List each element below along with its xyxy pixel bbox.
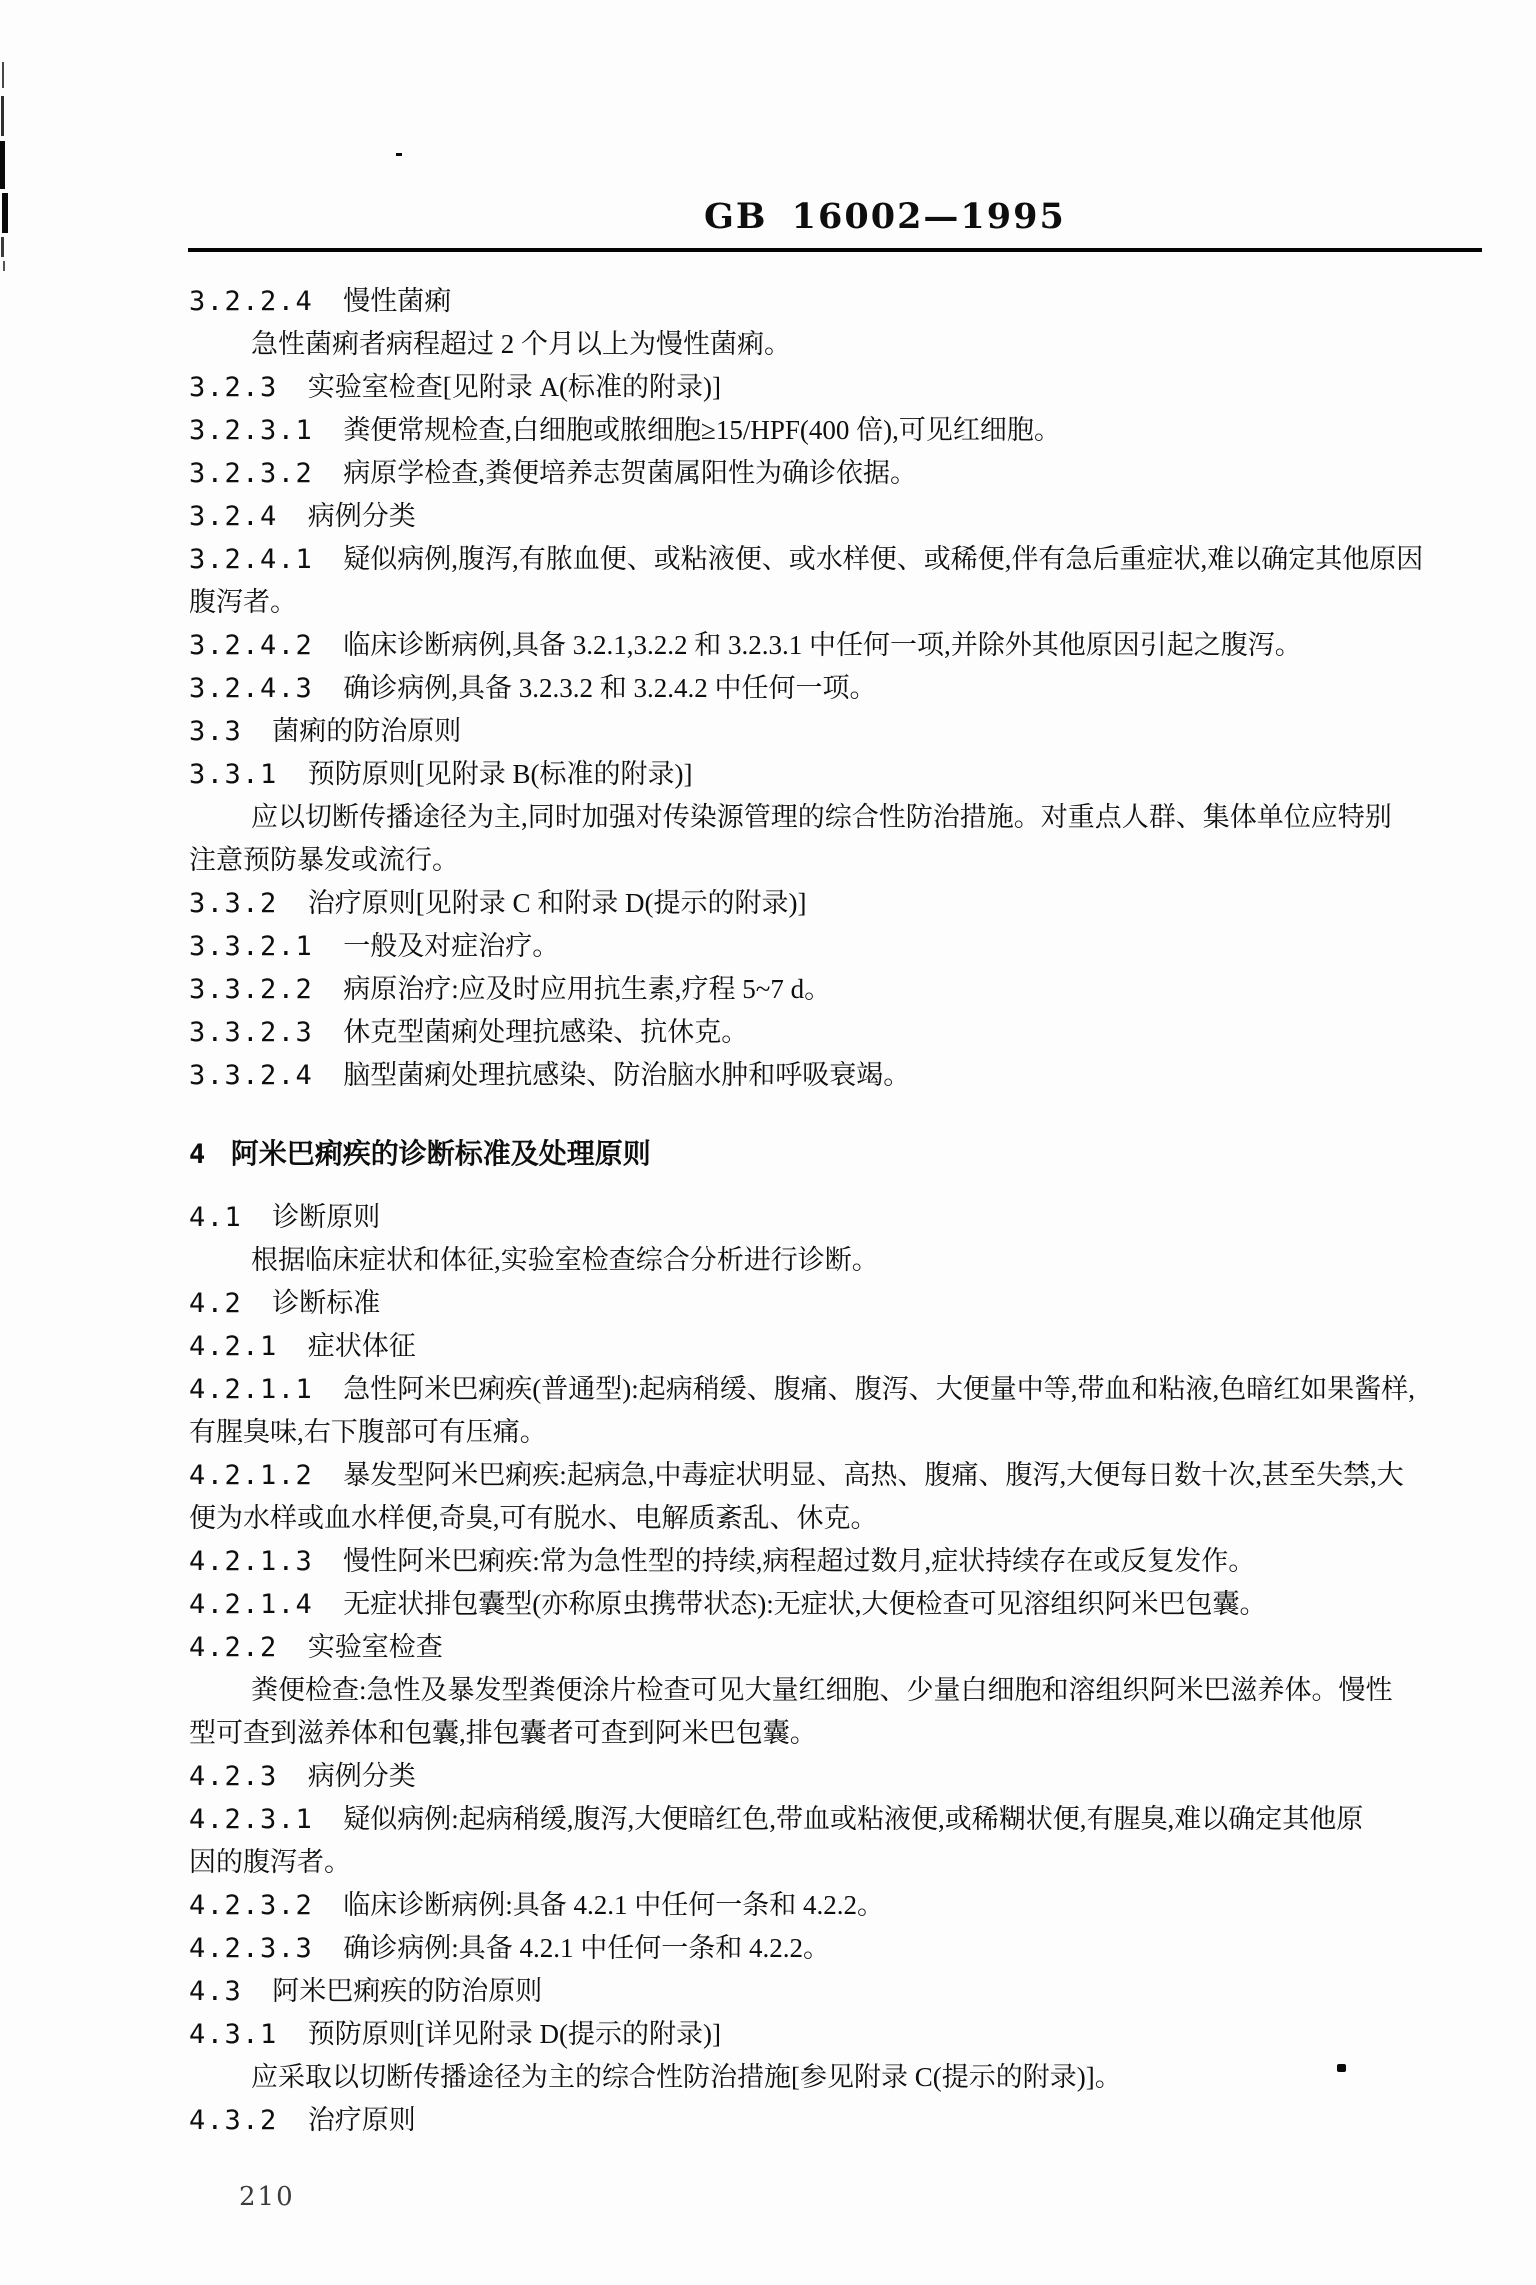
text-line	[189, 1841, 1519, 1884]
text-line	[189, 1626, 1519, 1669]
section-text: 注意预防暴发或流行。	[189, 845, 459, 875]
text-line	[189, 925, 1519, 968]
scan-artifact-left-edge	[0, 141, 5, 189]
section-text: 粪便常规检查,白细胞或脓细胞≥15/HPF(400 倍),可见红细胞。	[343, 415, 1061, 445]
text-line	[189, 1011, 1519, 1054]
text-line	[189, 1325, 1519, 1368]
text-line	[189, 1282, 1519, 1325]
section-number: 3.3.2	[189, 888, 278, 919]
section-text: 症状体征	[307, 1331, 416, 1361]
text-line	[189, 1411, 1519, 1454]
section-text: 病原学检查,粪便培养志贺菌属阳性为确诊依据。	[343, 458, 918, 488]
section-text: 预防原则[详见附录 D(提示的附录)]	[307, 2019, 721, 2049]
section-number: 4	[189, 1139, 207, 1170]
scan-artifact-left-edge	[2, 193, 8, 233]
text-line	[189, 323, 1519, 366]
text-line	[189, 1497, 1519, 1540]
section-number: 4.1	[189, 1202, 243, 1233]
section-number: 3.2.2.4	[189, 286, 314, 317]
text-line	[189, 1927, 1519, 1970]
text-line	[189, 1239, 1519, 1282]
scan-artifact-left-edge	[1, 96, 4, 136]
text-line	[189, 2099, 1519, 2142]
section-number: 4.2.1.4	[189, 1589, 314, 1620]
section-text: 慢性菌痢	[343, 286, 452, 316]
section-number: 4.2.3.3	[189, 1933, 314, 1964]
section-text: 实验室检查[见附录 A(标准的附录)]	[307, 372, 721, 402]
section-text: 治疗原则	[307, 2105, 416, 2135]
section-number: 3.2.4.3	[189, 673, 314, 704]
section-text: 临床诊断病例,具备 3.2.1,3.2.2 和 3.2.3.1 中任何一项,并除外其他原因引起之腹泻。	[343, 630, 1302, 660]
text-line	[189, 667, 1519, 710]
section-text: 急性菌痢者病程超过 2 个月以上为慢性菌痢。	[251, 329, 791, 359]
text-line	[189, 1583, 1519, 1626]
text-line	[189, 452, 1519, 495]
section-number: 3.2.3	[189, 372, 278, 403]
scan-artifact-left-edge	[3, 261, 5, 271]
header-rule	[188, 248, 1482, 252]
section-number: 3.3.2.2	[189, 974, 314, 1005]
text-line	[189, 710, 1519, 753]
section-text: 有腥臭味,右下腹部可有压痛。	[189, 1417, 547, 1447]
section-text: 实验室检查	[307, 1632, 443, 1662]
scan-artifact-left-edge	[2, 62, 4, 88]
standard-number-header: GB 16002—1995	[704, 196, 1066, 237]
section-number: 4.2.1.3	[189, 1546, 314, 1577]
text-line	[189, 1669, 1519, 1712]
section-text: 诊断标准	[272, 1288, 381, 1318]
section-text: 阿米巴痢疾的防治原则	[272, 1976, 543, 2006]
text-line	[189, 1712, 1519, 1755]
section-number: 4.2.3.2	[189, 1890, 314, 1921]
section-text: 因的腹泻者。	[189, 1847, 351, 1877]
section-number: 3.2.4	[189, 501, 278, 532]
section-text: 病例分类	[307, 1761, 416, 1791]
section-text: 应采取以切断传播途径为主的综合性防治措施[参见附录 C(提示的附录)]。	[251, 2062, 1122, 2092]
section-number: 4.2.1	[189, 1331, 278, 1362]
text-line	[189, 1196, 1519, 1239]
text-line	[189, 2056, 1519, 2099]
text-line	[189, 280, 1519, 323]
section-text: 诊断原则	[272, 1202, 381, 1232]
section-text: 暴发型阿米巴痢疾:起病急,中毒症状明显、高热、腹痛、腹泻,大便每日数十次,甚至失禁,大	[343, 1460, 1404, 1490]
section-number: 4.2.1.1	[189, 1374, 314, 1405]
section-text: 粪便检查:急性及暴发型粪便涂片检查可见大量红细胞、少量白细胞和溶组织阿米巴滋养体。慢性	[251, 1675, 1393, 1705]
section-number: 3.3.2.3	[189, 1017, 314, 1048]
chapter-heading	[189, 1133, 1519, 1176]
section-number: 4.2.3	[189, 1761, 278, 1792]
section-number: 4.3.1	[189, 2019, 278, 2050]
section-text: 临床诊断病例:具备 4.2.1 中任何一条和 4.2.2。	[343, 1890, 885, 1920]
section-number: 4.2.3.1	[189, 1804, 314, 1835]
section-number: 3.2.4.1	[189, 544, 314, 575]
text-line	[189, 882, 1519, 925]
section-text: 疑似病例,腹泻,有脓血便、或粘液便、或水样便、或稀便,伴有急后重症状,难以确定其他原因	[343, 544, 1424, 574]
section-number: 4.2.1.2	[189, 1460, 314, 1491]
document-body	[189, 280, 1519, 2142]
section-text: 治疗原则[见附录 C 和附录 D(提示的附录)]	[307, 888, 807, 918]
section-text: 病原治疗:应及时应用抗生素,疗程 5~7 d。	[343, 974, 832, 1004]
section-number: 3.3	[189, 716, 243, 747]
text-line	[189, 1970, 1519, 2013]
section-text: 慢性阿米巴痢疾:常为急性型的持续,病程超过数月,症状持续存在或反复发作。	[343, 1546, 1256, 1576]
section-number: 3.3.2.1	[189, 931, 314, 962]
text-line	[189, 538, 1519, 581]
section-text: 根据临床症状和体征,实验室检查综合分析进行诊断。	[251, 1245, 879, 1275]
section-text: 疑似病例:起病稍缓,腹泻,大便暗红色,带血或粘液便,或稀糊状便,有腥臭,难以确定其他原	[343, 1804, 1364, 1834]
text-line	[189, 1755, 1519, 1798]
section-number: 3.2.3.1	[189, 415, 314, 446]
section-text: 脑型菌痢处理抗感染、防治脑水肿和呼吸衰竭。	[343, 1060, 911, 1090]
section-text: 应以切断传播途径为主,同时加强对传染源管理的综合性防治措施。对重点人群、集体单位应特别	[251, 802, 1392, 832]
section-text: 急性阿米巴痢疾(普通型):起病稍缓、腹痛、腹泻、大便量中等,带血和粘液,色暗红如果酱样,	[343, 1374, 1416, 1404]
text-line	[189, 1454, 1519, 1497]
text-line	[189, 1540, 1519, 1583]
section-text: 确诊病例:具备 4.2.1 中任何一条和 4.2.2。	[343, 1933, 831, 1963]
section-text: 菌痢的防治原则	[272, 716, 462, 746]
section-text: 病例分类	[307, 501, 416, 531]
text-line	[189, 2013, 1519, 2056]
text-line	[189, 796, 1519, 839]
text-line	[189, 1368, 1519, 1411]
section-number: 3.2.4.2	[189, 630, 314, 661]
section-number: 3.2.3.2	[189, 458, 314, 489]
section-text: 预防原则[见附录 B(标准的附录)]	[307, 759, 693, 789]
text-line	[189, 366, 1519, 409]
section-number: 4.3.2	[189, 2105, 278, 2136]
section-text: 腹泻者。	[189, 587, 297, 617]
section-text: 阿米巴痢疾的诊断标准及处理原则	[230, 1139, 651, 1170]
scan-artifact-speck	[396, 153, 402, 156]
text-line	[189, 1798, 1519, 1841]
scan-artifact-left-edge	[1, 237, 4, 257]
section-text: 确诊病例,具备 3.2.3.2 和 3.2.4.2 中任何一项。	[343, 673, 877, 703]
section-number: 4.2.2	[189, 1632, 278, 1663]
text-line	[189, 1884, 1519, 1927]
page-number: 210	[239, 2182, 295, 2212]
section-number: 3.3.2.4	[189, 1060, 314, 1091]
section-text: 便为水样或血水样便,奇臭,可有脱水、电解质紊乱、休克。	[189, 1503, 878, 1533]
text-line	[189, 409, 1519, 452]
text-line	[189, 753, 1519, 796]
section-number: 3.3.1	[189, 759, 278, 790]
section-text: 休克型菌痢处理抗感染、抗休克。	[343, 1017, 749, 1047]
text-line	[189, 624, 1519, 667]
text-line	[189, 495, 1519, 538]
text-line	[189, 581, 1519, 624]
text-line	[189, 1054, 1519, 1097]
text-line	[189, 968, 1519, 1011]
section-text: 型可查到滋养体和包囊,排包囊者可查到阿米巴包囊。	[189, 1718, 817, 1748]
section-number: 4.2	[189, 1288, 243, 1319]
section-text: 一般及对症治疗。	[343, 931, 560, 961]
text-line	[189, 839, 1519, 882]
section-number: 4.3	[189, 1976, 243, 2007]
section-text: 无症状排包囊型(亦称原虫携带状态):无症状,大便检查可见溶组织阿米巴包囊。	[343, 1589, 1267, 1619]
